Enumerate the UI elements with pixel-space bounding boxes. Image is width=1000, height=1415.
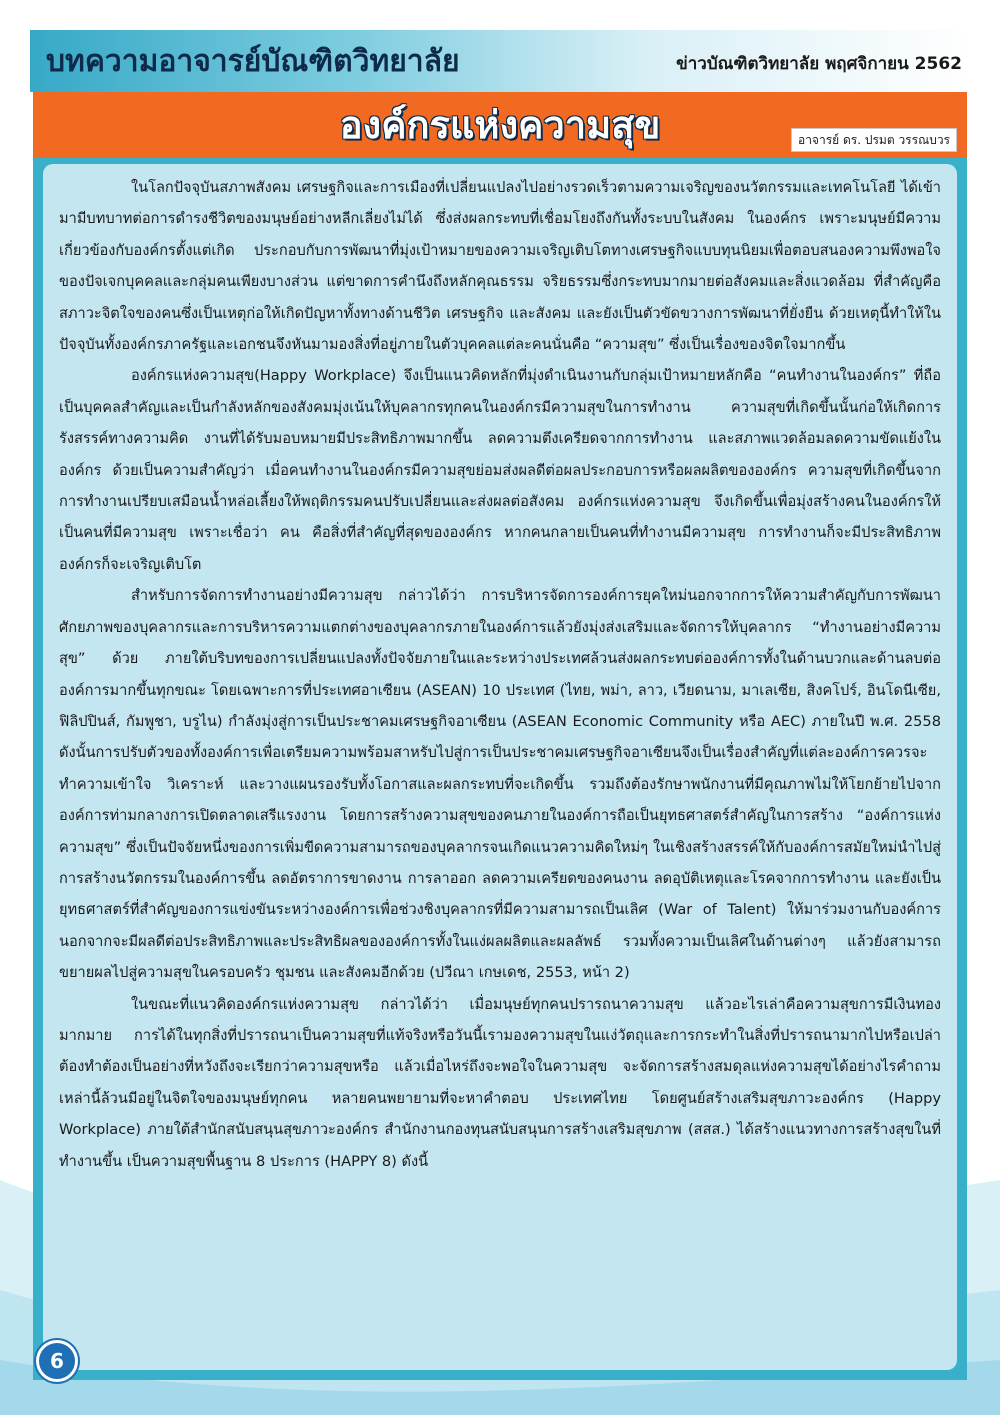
paragraph-1: ในโลกปัจจุบันสภาพสังคม เศรษฐกิจและการเมืองที่เปลี่ยนแปลงไปอย่างรวดเร็วตามความเจริญของนวัตกรรมและเทคโนโลยี ได้เข้ามามีบทบาทต่อการดำรงชีวิตของมนุษย์อย่างหลีกเลี่ยงไม่ได้ ซึ่งส่งผลกระทบที่เชื่อมโยงถึงกันทั้งระบบในสังคม ในองค์กร เพราะมนุษย์มีความเกี่ยวข้องกับองค์กรตั้งแต่เกิด ประกอบกับการพัฒนาที่มุ่งเป้าหมายของความเจริญเติบโตทางเศรษฐกิจแบบทุนนิยมเพื่อตอบสนองความพึงพอใจของปัจเจกบุคคลและกลุ่มคนเพียงบางส่วน แต่ขาดการคำนึงถึงหลักคุณธรรม จริยธรรมซึ่งกระทบมากมายต่อสังคมและสิ่งแวดล้อม ที่สำคัญคือ สภาวะจิตใจของคนซึ่งเป็นเหตุก่อให้เกิดปัญหาทั้งทางด้านชีวิต เศรษฐกิจ และสังคม และยังเป็นตัวขัดขวางการพัฒนาที่ยั่งยืน ด้วยเหตุนี้ทำให้ในปัจจุบันทั้งองค์กรภาครัฐและเอกชนจึงหันมามองสิ่งที่อยู่ภายในตัวบุคคลแต่ละคนนั่นคือ “ความสุข” ซึ่งเป็นเรื่องของจิตใจมากขึ้น: [59, 179, 941, 354]
issue-title: ข่าวบัณฑิตวิทยาลัย พฤศจิกายน 2562: [676, 54, 962, 74]
page-number: 6: [36, 1340, 78, 1382]
author-label: อาจารย์ ดร. ปรมต วรรณบวร: [791, 128, 957, 152]
paragraph-2: องค์กรแห่งความสุข(Happy Workplace) จึงเป็นแนวคิดหลักที่มุ่งดำเนินงานกับกลุ่มเป้าหมายหลักคือ “คนทำงานในองค์กร” ที่ถือเป็นบุคคลสำคัญและเป็นกำลังหลักของสังคมมุ่งเน้นให้บุคลากรทุกคนในองค์กรมีความสุขในการทำงาน ความสุขที่เกิดขึ้นนั้นก่อให้เกิดการรังสรรค์ทางความคิด งานที่ได้รับมอบหมายมีประสิทธิภาพมากขึ้น ลดความตึงเครียดจากการทำงาน และสภาพแวดล้อมลดความขัดแย้งในองค์กร ด้วยเป็นความสำคัญว่า เมื่อคนทำงานในองค์กรมีความสุขย่อมส่งผลดีต่อผลประกอบการหรือผลผลิตขององค์กร ความสุขที่เกิดขึ้นจากการทำงานเปรียบเสมือนน้ำหล่อเลี้ยงให้พฤติกรรมคนปรับเปลี่ยนและส่งผลต่อสังคม องค์กรแห่งความสุข จึงเกิดขึ้นเพื่อมุ่งสร้างคนในองค์กรให้เป็นคนที่มีความสุข เพราะเชื่อว่า คน คือสิ่งที่สำคัญที่สุดขององค์กร หากคนกลายเป็นคนที่ทำงานมีความสุข การทำงานก็จะมีประสิทธิภาพองค์กรก็จะเจริญเติบโต: [59, 367, 941, 573]
column-title: บทความอาจารย์บัณฑิตวิทยาลัย: [46, 44, 460, 79]
paragraph-3: สำหรับการจัดการทำงานอย่างมีความสุข กล่าวได้ว่า การบริหารจัดการองค์การยุคใหม่นอกจากการให้ความสำคัญกับการพัฒนาศักยภาพของบุคลากรและการบริหารความแตกต่างของบุคลากรภายในองค์การแล้วยังมุ่งส่งเสริมและจัดการให้บุคลากร “ทำงานอย่างมีความสุข” ด้วย ภายใต้บริบทของการเปลี่ยนแปลงทั้งปัจจัยภายในและระหว่างประเทศล้วนส่งผลกระทบต่อองค์การทั้งในด้านบวกและด้านลบต่อองค์การมากขึ้นทุกขณะ โดยเฉพาะการที่ประเทศอาเซียน (ASEAN) 10 ประเทศ (ไทย, พม่า, ลาว, เวียดนาม, มาเลเซีย, สิงคโปร์, อินโดนีเซีย, ฟิลิปปินส์, กัมพูชา, บรูไน) กำลังมุ่งสู่การเป็นประชาคมเศรษฐกิจอาเซียน (ASEAN Economic Community หรือ AEC) ภายในปี พ.ศ. 2558 ดังนั้นการปรับตัวของทั้งองค์การเพื่อเตรียมความพร้อมสาหรับไปสู่การเป็นประชาคมเศรษฐกิจอาเซียนจึงเป็นเรื่องสำคัญที่แต่ละองค์การควรจะทำความเข้าใจ วิเคราะห์ และวางแผนรองรับทั้งโอกาสและผลกระทบที่จะเกิดขึ้น รวมถึงต้องรักษาพนักงานที่มีคุณภาพไม่ให้โยกย้ายไปจากองค์การท่ามกลางการเปิดตลาดเสรีแรงงาน โดยการสร้างความสุขของคนภายในองค์การถือเป็นยุทธศาสตร์สำคัญในการสร้าง “องค์การแห่งความสุข” ซึ่งเป็นปัจจัยหนึ่งของการเพิ่มขีดความสามารถของบุคลากรจนเกิดแนวความคิดใหม่ๆ ในเชิงสร้างสรรค์ให้กับองค์การสมัยใหม่นำไปสู่การสร้างนวัตกรรมในองค์การขึ้น ลดอัตราการขาดงาน การลาออก ลดความเครียดของคนงาน ลดอุบัติเหตุและโรคจากการทำงาน และยังเป็นยุทธศาสตร์ที่สำคัญของการแข่งขันระหว่างองค์การเพื่อช่วงชิงบุคลากรที่มีความสามารถเป็นเลิศ (War of Talent) ให้มาร่วมงานกับองค์การ นอกจากจะมีผลดีต่อประสิทธิภาพและประสิทธิผลขององค์การทั้งในแง่ผลผลิตและผลลัพธ์ รวมทั้งความเป็นเลิศในด้านต่างๆ แล้วยังสามารถขยายผลไปสู่ความสุขในครอบครัว ชุมชน และสังคมอีกด้วย (ปวีณา เกษเดช, 2553, หน้า 2): [59, 587, 941, 982]
article-title-bar: [33, 92, 967, 158]
article-title: องค์กรแห่งความสุข: [339, 103, 661, 147]
article-body: [43, 164, 957, 1370]
article-frame: [33, 158, 967, 1380]
paragraph-4: ในขณะที่แนวคิดองค์กรแห่งความสุข กล่าวได้ว่า เมื่อมนุษย์ทุกคนปรารถนาความสุข แล้วอะไรเล่าคือความสุขการมีเงินทองมากมาย การได้ในทุกสิ่งที่ปรารถนาเป็นความสุขที่แท้จริงหรือวันนี้เรามองความสุขในแง่วัตถุและการกระทำในสิ่งที่ปรารถนามากไปหรือเปล่าต้องทำต้องเป็นอย่างที่หวังถึงจะเรียกว่าความสุขหรือ แล้วเมื่อไหร่ถึงจะพอใจในความสุข จะจัดการสร้างสมดุลแห่งความสุขได้อย่างไรคำถามเหล่านี้ล้วนมีอยู่ในจิตใจของมนุษย์ทุกคน หลายคนพยายามที่จะหาคำตอบ ประเทศไทย โดยศูนย์สร้างเสริมสุขภาวะองค์กร (Happy Workplace) ภายใต้สำนักสนับสนุนสุขภาวะองค์กร สำนักงานกองทุนสนับสนุนการสร้างเสริมสุขภาพ (สสส.) ได้สร้างแนวทางการสร้างสุขในที่ทำงานขึ้น เป็นความสุขพื้นฐาน 8 ประการ (HAPPY 8) ดังนี้: [59, 995, 941, 1170]
